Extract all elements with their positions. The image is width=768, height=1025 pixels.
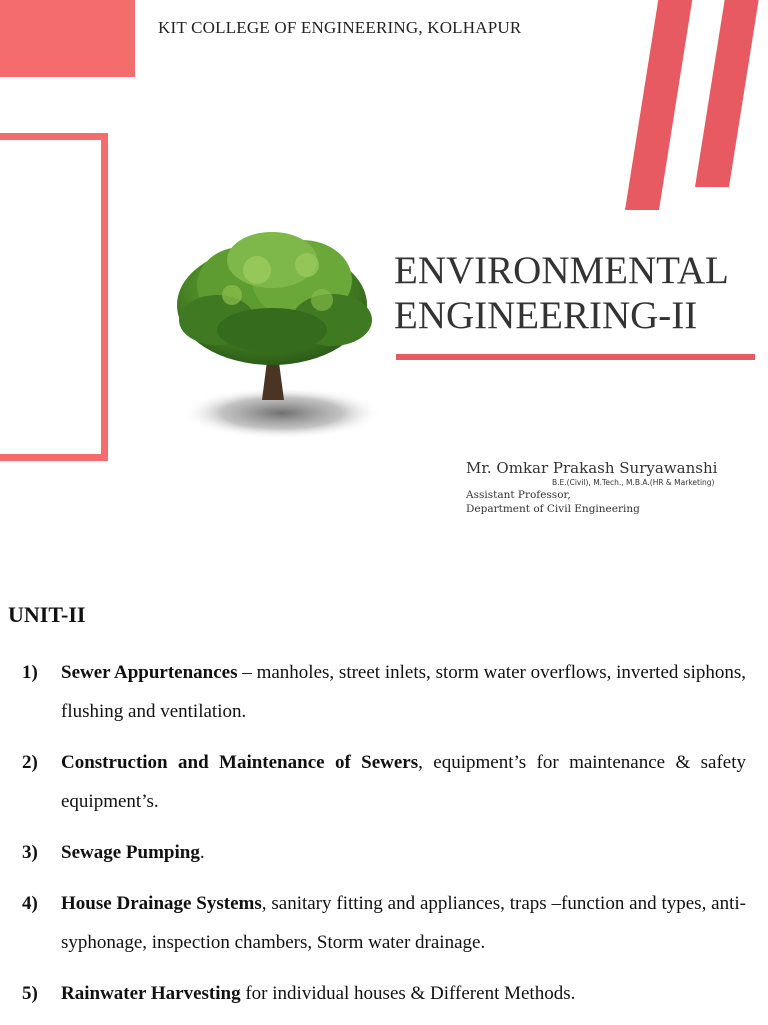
item-topic: Construction and Maintenance of Sewers <box>61 752 419 773</box>
author-block <box>466 458 756 516</box>
course-title-line-2: ENGINEERING-II <box>394 294 698 337</box>
decor-stripe-right <box>695 0 759 187</box>
author-designation: Assistant Professor, <box>466 489 571 501</box>
item-topic: Sewer Appurtenances <box>61 662 238 683</box>
syllabus-list <box>0 653 768 1025</box>
item-detail: – manholes, street inlets, storm water overflows, inverted siphons, flushing and ventilation. <box>61 662 746 722</box>
item-topic: House Drainage Systems <box>61 893 262 914</box>
item-number: 3) <box>22 842 38 863</box>
corner-decor-block <box>0 0 135 77</box>
item-text <box>61 743 746 821</box>
course-title <box>394 248 768 338</box>
syllabus-item <box>0 653 768 731</box>
syllabus-item <box>0 833 768 872</box>
item-detail: , equipment’s for maintenance & safety equipment’s. <box>61 752 746 812</box>
tree-icon <box>172 225 397 450</box>
course-title-line-1: ENVIRONMENTAL <box>394 249 729 292</box>
unit-heading: UNIT-II <box>8 602 86 627</box>
item-number: 4) <box>22 893 38 914</box>
item-topic: Rainwater Harvesting <box>61 983 241 1004</box>
item-topic: Sewage Pumping <box>61 842 200 863</box>
item-number: 5) <box>22 983 38 1004</box>
author-department: Department of Civil Engineering <box>466 503 640 515</box>
item-number: 2) <box>22 752 38 773</box>
item-number: 1) <box>22 662 38 683</box>
title-underline <box>396 354 755 360</box>
decor-stripe-left <box>625 0 692 210</box>
college-name: KIT COLLEGE OF ENGINEERING, KOLHAPUR <box>158 18 522 37</box>
item-detail: , sanitary fitting and appliances, traps –function and types, anti-syphonage, inspection chambers, Storm water drainage. <box>61 893 746 953</box>
item-text <box>61 884 746 962</box>
syllabus-item <box>0 884 768 962</box>
item-text <box>61 653 746 731</box>
syllabus-item <box>0 974 768 1013</box>
item-detail: . <box>199 842 205 863</box>
item-text <box>61 974 746 1013</box>
author-qualifications: B.E.(Civil), M.Tech., M.B.A.(HR & Marketing) <box>552 478 715 487</box>
item-detail: for individual houses & Different Methods. <box>240 983 576 1004</box>
item-text <box>61 833 746 872</box>
syllabus-item <box>0 743 768 821</box>
author-name: Mr. Omkar Prakash Suryawanshi <box>466 459 718 477</box>
decor-frame <box>0 133 108 461</box>
